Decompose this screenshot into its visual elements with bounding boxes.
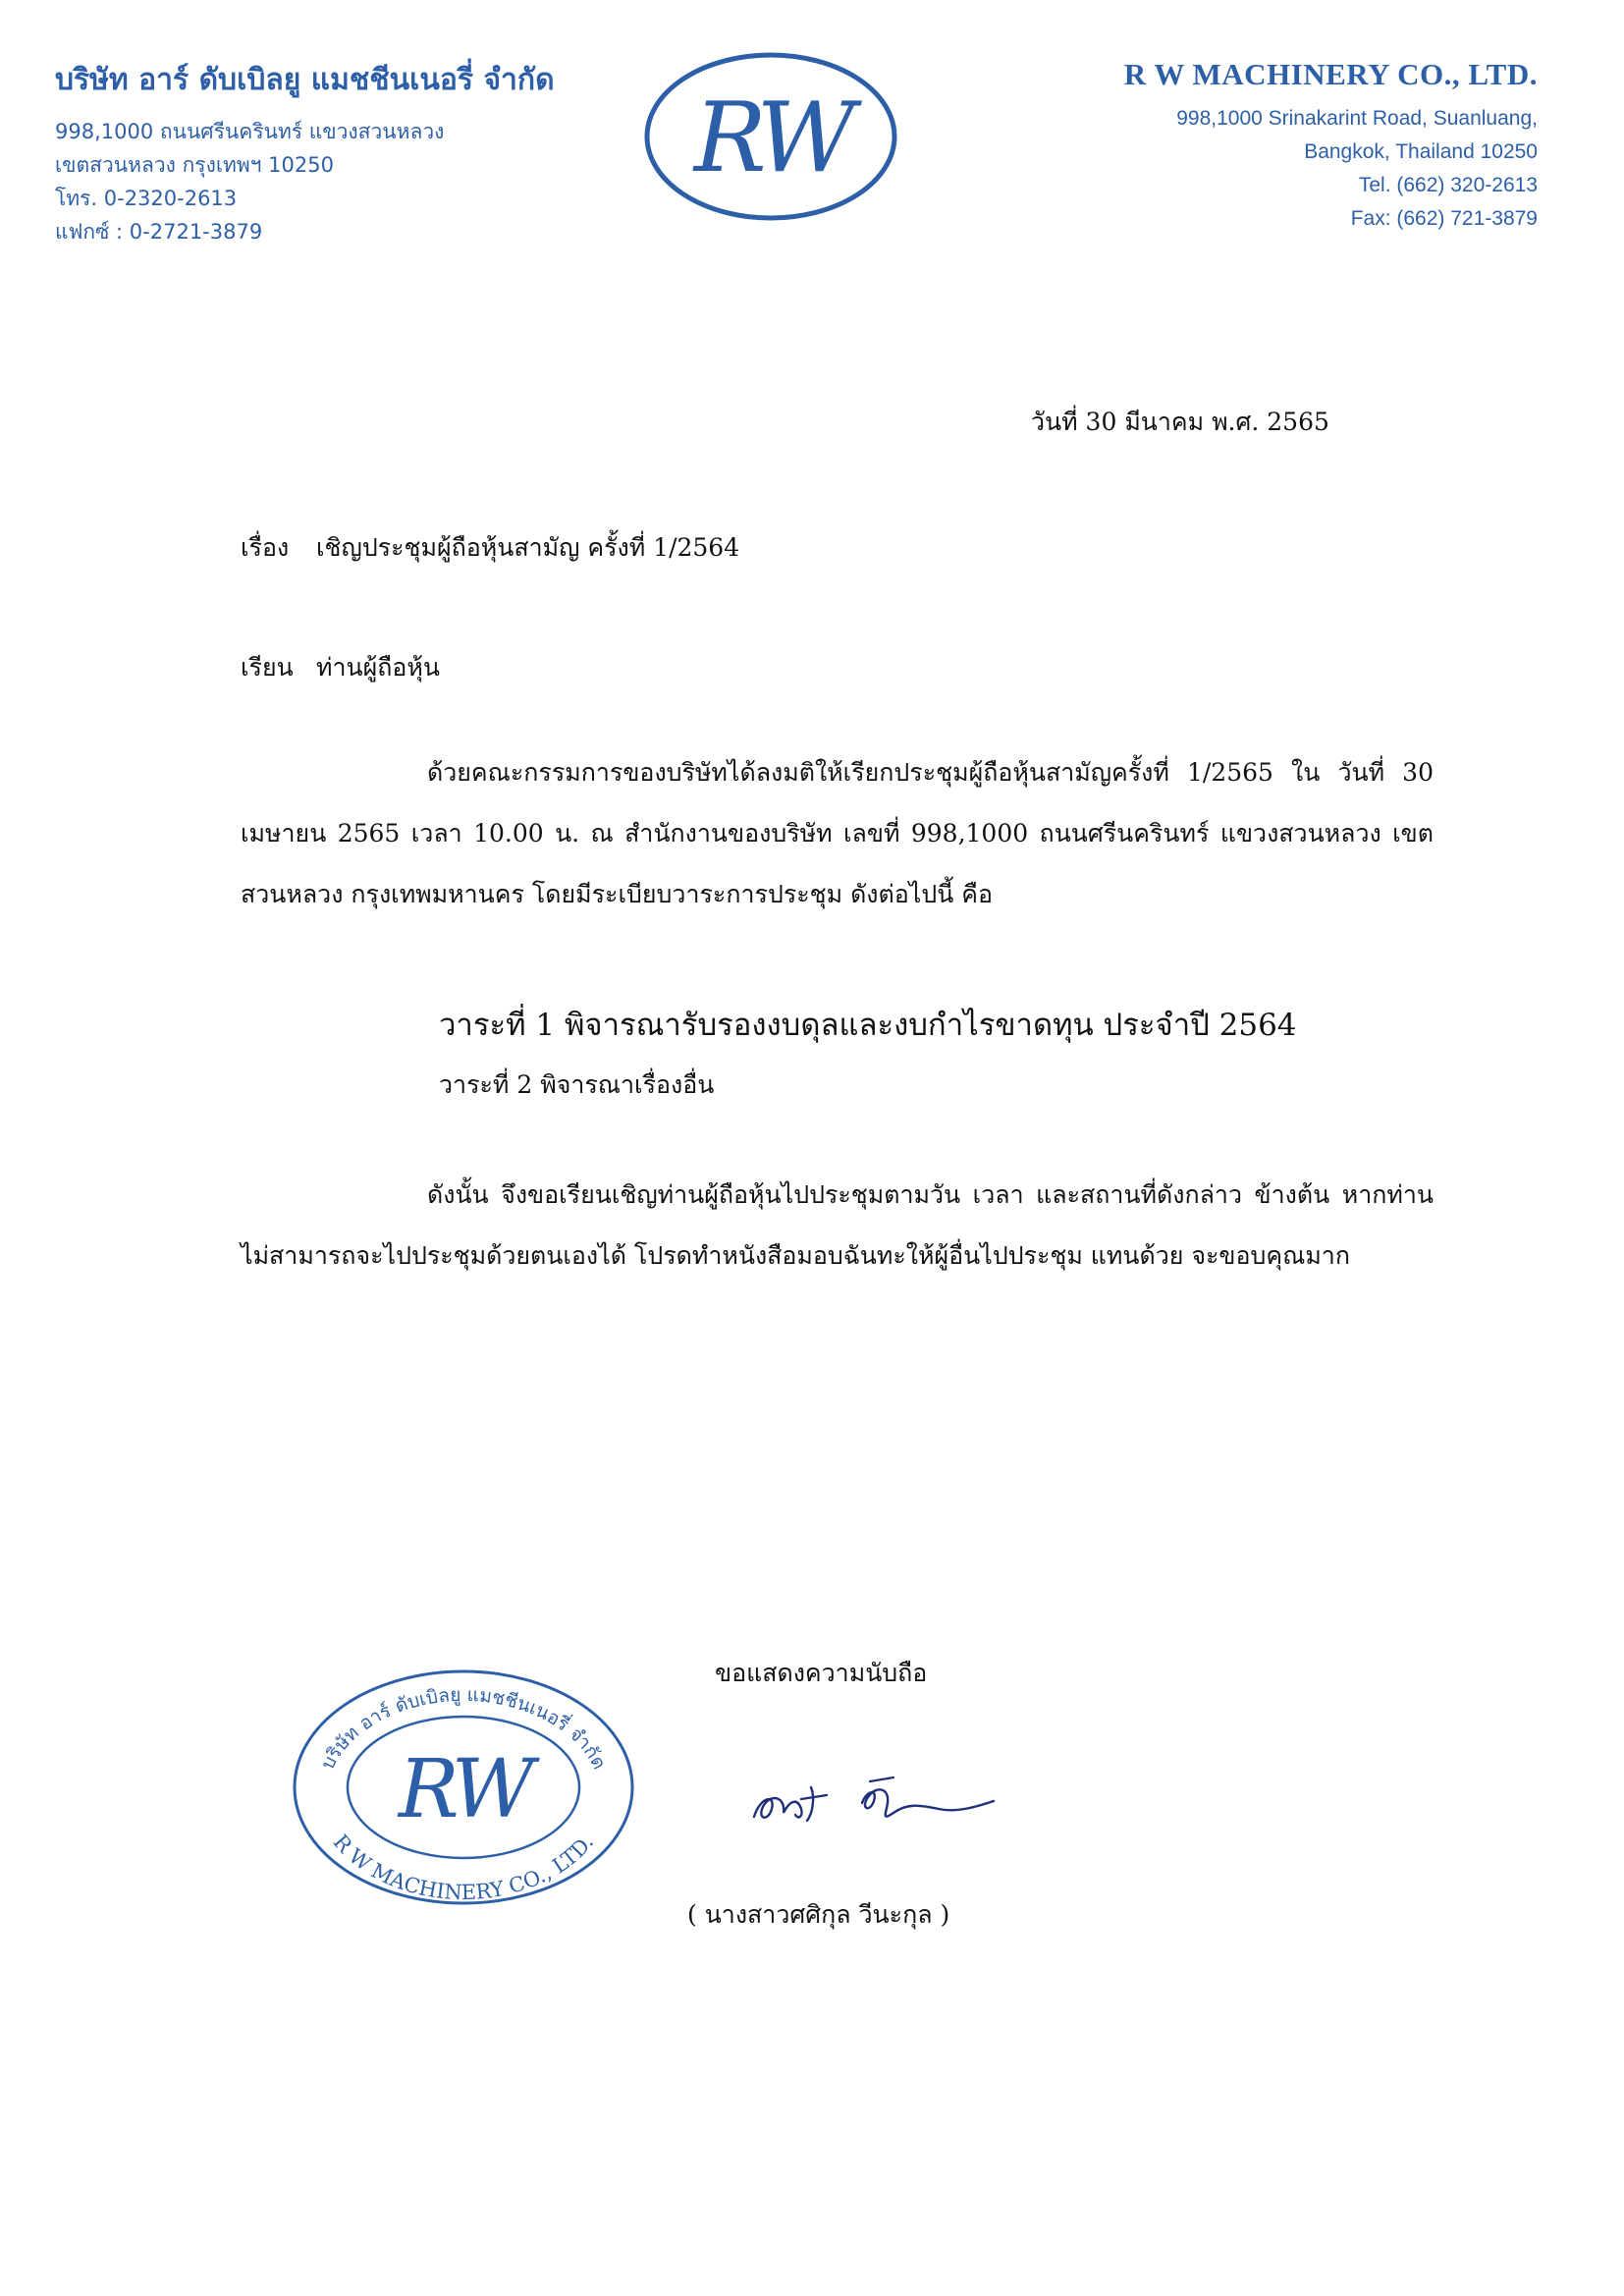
stamp-english-name: R W MACHINERY CO., LTD.	[328, 1830, 599, 1905]
company-name-thai: บริษัท อาร์ ดับเบิลยู แมชชีนเนอรี่ จำกัด	[55, 63, 555, 97]
phone-thai: โทร. 0-2320-2613	[55, 187, 238, 210]
agenda-item-2: วาระที่ 2 พิจารณาเรื่องอื่น	[439, 1070, 715, 1099]
company-name-english: R W MACHINERY CO., LTD.	[1123, 57, 1538, 91]
company-logo	[643, 51, 898, 223]
signature	[746, 1758, 1006, 1836]
letter-date: วันที่ 30 มีนาคม พ.ศ. 2565	[1031, 408, 1329, 436]
address-thai-line1: 998,1000 ถนนศรีนครินทร์ แขวงสวนหลวง	[55, 120, 445, 143]
recipient-text: ท่านผู้ถือหุ้น	[316, 653, 440, 682]
logo-text: RW	[693, 82, 848, 194]
fax-english: Fax: (662) 721-3879	[1350, 207, 1538, 230]
body-paragraph-1	[241, 742, 1434, 925]
address-english-line2: Bangkok, Thailand 10250	[1304, 140, 1538, 163]
body-paragraph-2	[241, 1165, 1434, 1286]
subject-text: เชิญประชุมผู้ถือหุ้นสามัญ ครั้งที่ 1/2564	[316, 533, 740, 562]
address-english-line1: 998,1000 Srinakarint Road, Suanluang,	[1176, 107, 1538, 130]
paragraph-2-text: ดังนั้น จึงขอเรียนเชิญท่านผู้ถือหุ้นไปประชุมตามวัน เวลา และสถานที่ดังกล่าว ข้างต้น หากท่านไม่สามารถจะไปประชุมด้วยตนเองได้ โปรดทำหนังสือมอบฉันทะให้ผู้อื่นไปประชุม แทนด้วย จะขอบคุณมาก	[241, 1180, 1434, 1270]
address-thai-line2: เขตสวนหลวง กรุงเทพฯ 10250	[55, 153, 334, 177]
subject-label: เรื่อง	[241, 533, 290, 562]
svg-text:R W MACHINERY CO., LTD.	[329, 1831, 599, 1905]
letterhead-thai	[55, 57, 555, 248]
fax-thai: แฟกซ์ : 0-2721-3879	[55, 220, 263, 244]
stamp-logo-text: RW	[398, 1743, 529, 1836]
recipient-label: เรียน	[241, 653, 294, 682]
signer-name: ( นางสาวศศิกุล วีนะกุล )	[687, 1900, 950, 1929]
closing-text: ขอแสดงความนับถือ	[715, 1659, 928, 1687]
agenda-item-1: วาระที่ 1 พิจารณารับรองงบดุลและงบกำไรขาดทุน ประจำปี 2564	[439, 1008, 1297, 1043]
stamp-thai-name: บริษัท อาร์ ดับเบิลยู แมชชีนเนอรี่ จำกัด	[316, 1683, 611, 1774]
letterhead-english	[1124, 57, 1538, 236]
phone-english: Tel. (662) 320-2613	[1358, 174, 1538, 196]
paragraph-1-text: ด้วยคณะกรรมการของบริษัทได้ลงมติให้เรียกประชุมผู้ถือหุ้นสามัญครั้งที่ 1/2565 ใน วันที่ 30 เมษายน 2565 เวลา 10.00 น. ณ สำนักงานของบริษัท เลขที่ 998,1000 ถนนศรีนครินทร์ แขวงสวนหลวง เขตสวนหลวง กรุงเทพมหานคร โดยมีระเบียบวาระการประชุม ดังต่อไปนี้ คือ	[241, 758, 1434, 908]
company-stamp	[287, 1662, 640, 1907]
